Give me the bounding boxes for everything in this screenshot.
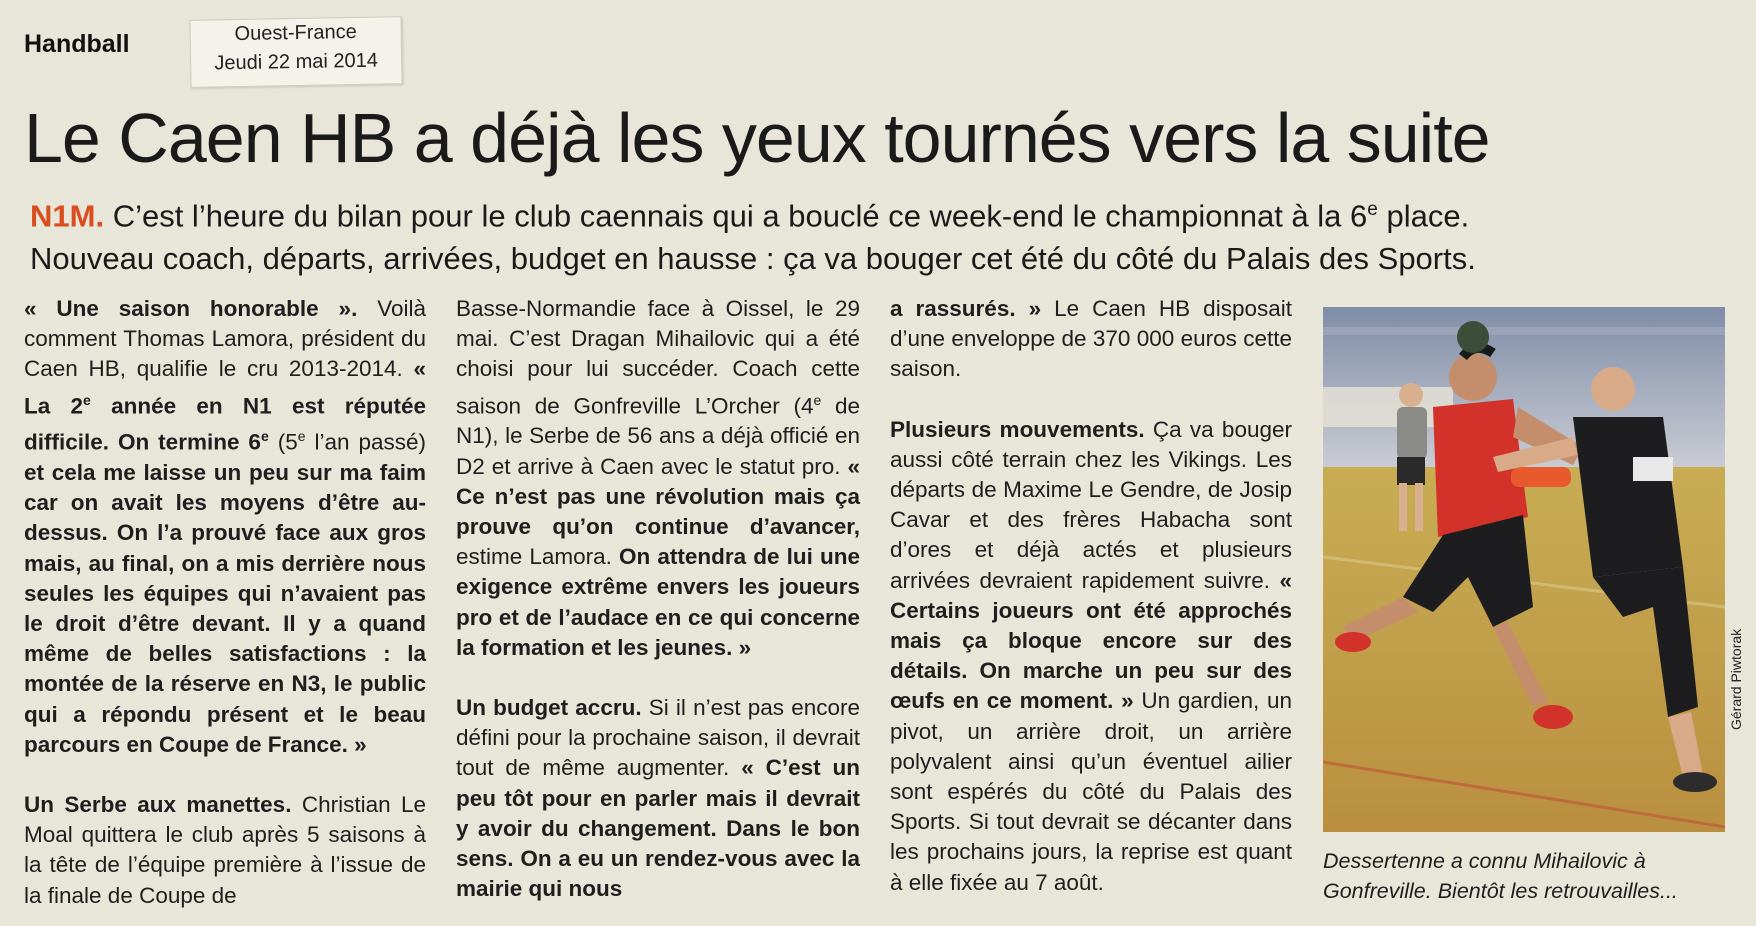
subheading-run: Plusieurs mouvements.	[890, 416, 1145, 442]
text-run: Basse-Normandie face à Oissel, le 29 mai. C’est Dragan Mihailovic qui a été choisi pour lui succéder. Coach cette saison de Gonfreville L’Orcher (4	[456, 296, 860, 419]
text-run: Si il n’est pas encore défini pour la prochaine saison, il devrait tout de même augmenter.	[456, 694, 860, 781]
bold-run: « Ce n’est pas une révolution mais ça prouve qu’on continue d’avancer,	[456, 453, 860, 539]
bold-run: On attendra de lui une exigence extrême envers les joueurs pro et de l’audace en ce qui concerne la formation et les jeunes. »	[456, 544, 860, 660]
text-run: de N1), le Serbe de 56 ans a déjà officié en D2 et arrive à Caen avec le statut pro.	[456, 393, 860, 479]
article-column-2	[456, 294, 860, 904]
bold-run: « Une saison honorable ».	[24, 296, 358, 321]
paragraph	[24, 790, 426, 911]
text-run: Voilà comment Thomas Lamora, président du Caen HB, qualifie le cru 2013-2014.	[24, 296, 426, 382]
text-run: Ça va bouger aussi côté terrain chez les Vikings. Les départs de Maxime Le Gendre, de Josip Cavar et des frères Habacha sont d’ores et déjà actés et plusieurs arrivées devraient rapidement suivre.	[890, 416, 1292, 593]
paragraph	[456, 294, 860, 663]
text-run: Un gardien, un pivot, un arrière droit, un arrière polyvalent ainsi qu’un éventuel ailier sont espérés du côté du Palais des Sports. Si tout devrait se décanter dans les prochains jours, la reprise est quant à elle fixée au 7 août.	[890, 688, 1293, 895]
standfirst-line2: Nouveau coach, départs, arrivées, budget en hausse : ça va bouger cet été du côté du Palais des Sports.	[30, 241, 1476, 277]
publication-name: Ouest-France	[234, 20, 357, 46]
superscript: e	[1367, 199, 1378, 220]
paragraph-gap	[456, 663, 860, 693]
publication-date: Jeudi 22 mai 2014	[214, 49, 379, 75]
text-run: Christian Le Moal quittera le club après 5 saisons à la tête de l’équipe première à l’issue de la finale de Coupe de	[24, 792, 427, 908]
photo-caption: Dessertenne a connu Mihailovic à Gonfreville. Bientôt les retrouvailles...	[1323, 849, 1678, 903]
paragraph-gap	[890, 385, 1292, 415]
bold-run: année en N1 est réputée difficile. On termine 6	[24, 393, 426, 455]
article-photo	[1323, 307, 1725, 832]
bold-run: a rassurés. »	[890, 296, 1042, 321]
text-run: Le Caen HB disposait d’une enveloppe de 370 000 euros cette saison.	[890, 296, 1292, 382]
superscript: e	[297, 428, 306, 445]
paragraph	[24, 294, 426, 760]
standfirst-line1-end: place.	[1377, 198, 1470, 234]
paragraph-gap	[24, 760, 426, 790]
subheading-run: Un budget accru.	[456, 694, 642, 720]
category-tag: N1M.	[30, 198, 105, 234]
bold-run: « La 2	[24, 356, 426, 419]
article-column-1	[24, 294, 426, 911]
headline: Le Caen HB a déjà les yeux tournés vers la suite	[24, 99, 1490, 177]
text-run: (5	[268, 429, 298, 455]
section-label: Handball	[24, 30, 130, 58]
text-run: l’an passé)	[305, 429, 426, 455]
superscript: e	[83, 391, 91, 408]
source-stamp	[189, 16, 402, 88]
handball-action-illustration	[1323, 307, 1725, 832]
photo-credit: Gérard Piwtorak	[1728, 628, 1744, 730]
ball-icon	[1457, 321, 1489, 353]
bold-run: et cela me laisse un peu sur ma faim car on avait les moyens d’être au-dessus. On l’a prouvé face aux gros mais, au final, on a mis derrière nous seules les équipes qui n’avaient pas le droit d’être devant. Il y a quand même de belles satisfactions : la montée de la réserve en N3, le public qui a répondu présent et le beau parcours en Coupe de France. »	[24, 460, 426, 757]
paragraph	[890, 415, 1292, 898]
paragraph	[456, 693, 860, 904]
text-run: estime Lamora.	[456, 544, 620, 570]
subheading-run: Un Serbe aux manettes.	[24, 792, 292, 818]
standfirst	[30, 188, 1750, 280]
superscript: e	[813, 391, 822, 408]
bold-run: « Certains joueurs ont été approchés mais ça bloque encore sur des détails. On marche un peu sur des œufs en ce moment. »	[890, 567, 1292, 714]
paragraph	[890, 294, 1292, 385]
bold-run: « C’est un peu tôt pour en parler mais il devrait y avoir du changement. Dans le bon sens. On a eu un rendez-vous avec la mairie qui nous	[456, 755, 860, 902]
standfirst-line1: C’est l’heure du bilan pour le club caennais qui a bouclé ce week-end le championnat à la 6	[104, 198, 1368, 234]
superscript: e	[260, 428, 269, 445]
article-column-3	[890, 294, 1292, 898]
